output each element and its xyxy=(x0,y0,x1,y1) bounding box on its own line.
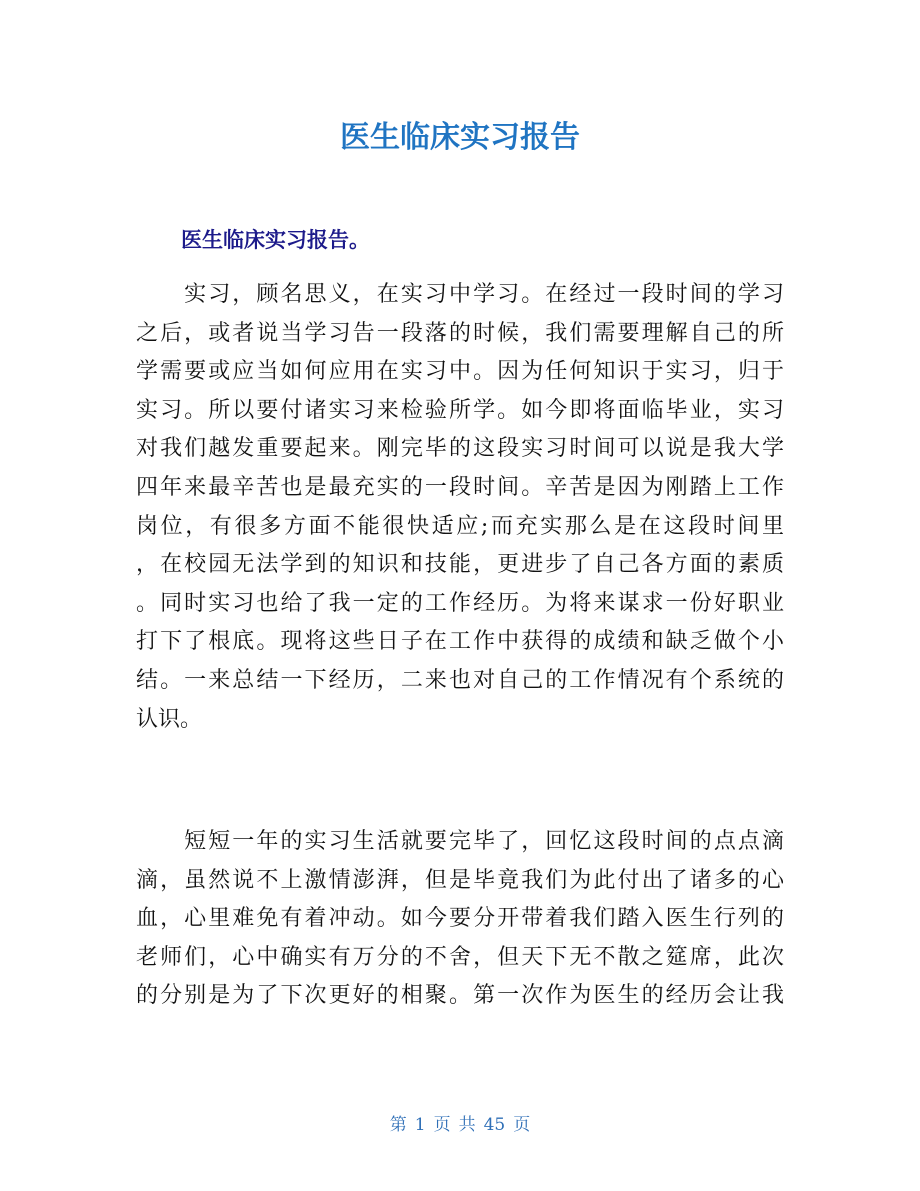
text-line: 对我们越发重要起来。刚完毕的这段实习时间可以说是我大学 xyxy=(136,436,784,462)
text-line: 老师们，心中确实有万分的不舍，但天下无不散之筵席，此次 xyxy=(136,944,784,970)
text-line: 结。一来总结一下经历，二来也对自己的工作情况有个系统的 xyxy=(136,667,784,693)
footer-total-label: 共 xyxy=(458,1115,476,1135)
text-line: 实习，顾名思义，在实习中学习。在经过一段时间的学习 xyxy=(136,282,784,307)
text-line: 岗位，有很多方面不能很快适应;而充实那么是在这段时间里 xyxy=(136,513,784,539)
text-line: 血，心里难免有着冲动。如今要分开带着我们踏入医生行列的 xyxy=(136,906,784,932)
text-line: 短短一年的实习生活就要完毕了，回忆这段时间的点点滴 xyxy=(136,829,784,854)
page-title: 医生临床实习报告 xyxy=(340,120,580,155)
text-line: ，在校园无法学到的知识和技能，更进步了自己各方面的素质 xyxy=(136,552,784,578)
text-line: 学需要或应当如何应用在实习中。因为任何知识于实习，归于 xyxy=(136,359,784,385)
page-footer xyxy=(0,1112,920,1138)
text-line: 之后，或者说当学习告一段落的时候，我们需要理解自己的所 xyxy=(136,320,784,346)
body-paragraph-1 xyxy=(136,276,784,739)
footer-total-unit: 页 xyxy=(513,1115,531,1135)
footer-total-pages: 45 xyxy=(483,1115,506,1135)
body-paragraph-2 xyxy=(136,823,784,1016)
footer-page-label: 第 xyxy=(389,1115,407,1135)
footer-page-unit: 页 xyxy=(433,1115,451,1135)
section-heading: 医生临床实习报告。 xyxy=(181,228,370,252)
text-line: 四年来最辛苦也是最充实的一段时间。辛苦是因为刚踏上工作 xyxy=(136,474,784,500)
text-line: 实习。所以要付诸实习来检验所学。如今即将面临毕业，实习 xyxy=(136,397,784,423)
text-line: 的分别是为了下次更好的相聚。第一次作为医生的经历会让我 xyxy=(136,983,784,1009)
footer-current-page: 1 xyxy=(414,1115,426,1135)
text-line: 滴，虽然说不上激情澎湃，但是毕竟我们为此付出了诸多的心 xyxy=(136,867,784,893)
text-line: 认识。 xyxy=(136,706,203,732)
text-line: 打下了根底。现将这些日子在工作中获得的成绩和缺乏做个小 xyxy=(136,629,784,655)
text-line: 。同时实习也给了我一定的工作经历。为将来谋求一份好职业 xyxy=(136,590,784,616)
